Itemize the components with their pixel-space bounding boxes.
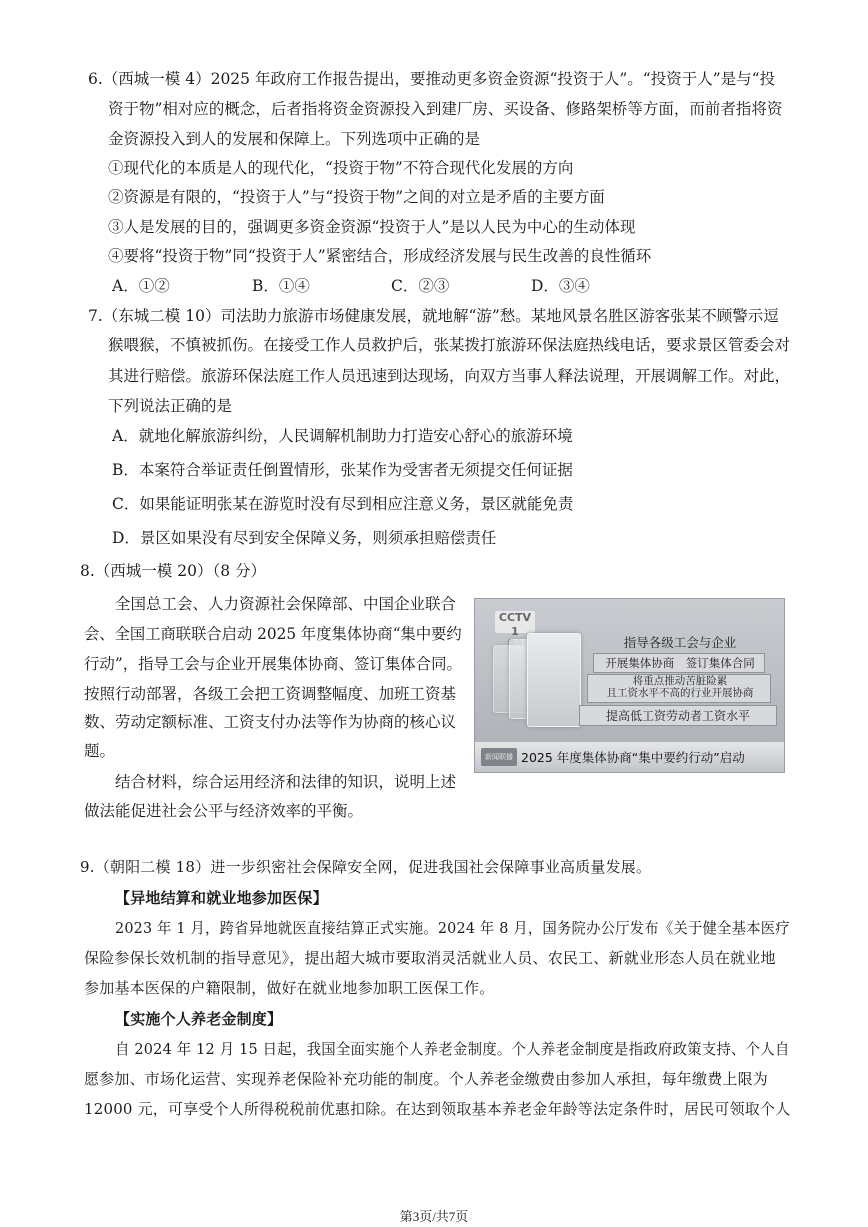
q8-line-6: 题。	[84, 742, 116, 760]
q6-statement-2: ②资源是有限的，“投资于人”与“投资于物”之间的对立是矛盾的主要方面	[108, 188, 605, 206]
news-line-1: 开展集体协商 签订集体合同	[605, 656, 755, 670]
q9-section1-line-1: 2023 年 1 月，跨省异地就医直接结算正式实施。2024 年 8 月，国务院办公厅发布《关于健全基本医疗	[115, 919, 790, 937]
q6-statement-4: ④要将“投资于物”同“投资于人”紧密结合，形成经济发展与民生改善的良性循环	[108, 247, 652, 265]
cctv-logo	[495, 611, 535, 638]
decor-card-3	[527, 633, 581, 727]
news-line-4: 提高低工资劳动者工资水平	[605, 709, 750, 723]
q7-line-2: 猴喂猴，不慎被抓伤。在接受工作人员救护后，张某拨打旅游环保法庭热线电话，要求景区管委会对	[108, 336, 791, 354]
news-line-2: 将重点推动苦脏险累	[632, 675, 728, 687]
q8-prompt-line-1: 结合材料，综合运用经济和法律的知识，说明上述	[115, 773, 457, 791]
q7-option-d: D．景区如果没有尽到安全保障义务，则须承担赔偿责任	[112, 529, 497, 547]
q8-line-2: 会、全国工商联联合启动 2025 年度集体协商“集中要约	[84, 625, 462, 643]
q7-line-1: 7.（东城二模 10）司法助力旅游市场健康发展，就地解“游”愁。某地风景名胜区游客张某不顾警示逗	[88, 307, 779, 325]
q9-section1-line-2: 保险参保长效机制的指导意见》，提出超大城市要取消灵活就业人员、农民工、新就业形态人员在就业地	[84, 949, 776, 967]
q6-option-b: B．①④	[252, 277, 310, 295]
page-footer: 第3页/共7页	[399, 1209, 469, 1224]
q6-line-3: 金资源投入到人的发展和保障上。下列选项中正确的是	[108, 130, 481, 148]
q6-statement-3: ③人是发展的目的，强调更多资金资源“投资于人”是以人民为中心的生动体现	[108, 218, 636, 236]
q8-line-4: 按照行动部署，各级工会把工资调整幅度、加班工资基	[84, 685, 457, 703]
news-line-3: 且工资水平不高的行业开展协商	[606, 687, 754, 699]
news-caption-bar	[475, 742, 784, 772]
q8-prompt-line-2: 做法能促进社会公平与经济效率的平衡。	[84, 802, 364, 820]
q8-line-5: 数、劳动定额标准、工资支付办法等作为协商的核心议	[84, 713, 457, 731]
q7-line-4: 下列说法正确的是	[108, 397, 233, 415]
cctv-logo-text: CCTV 1	[498, 611, 532, 638]
q9-header: 9.（朝阳二模 18）进一步织密社会保障安全网，促进我国社会保障事业高质量发展。	[80, 858, 652, 876]
news-caption: 2025 年度集体协商“集中要约行动”启动	[521, 750, 745, 765]
news-screenshot	[474, 598, 785, 773]
q8-line-1: 全国总工会、人力资源社会保障部、中国企业联合	[115, 595, 457, 613]
news-title: 指导各级工会与企业	[623, 635, 737, 650]
q7-line-3: 其进行赔偿。旅游环保法庭工作人员迅速到达现场，向双方当事人释法说理，开展调解工作。对此，	[108, 367, 791, 385]
news-program-icon: 新闻联播	[481, 748, 517, 766]
q9-section1-title: 【异地结算和就业地参加医保】	[115, 889, 328, 907]
q7-option-b: B．本案符合举证责任倒置情形，张某作为受害者无须提交任何证据	[112, 461, 573, 479]
q9-section2-line-2: 愿参加、市场化运营、实现养老保险补充功能的制度。个人养老金缴费由参加人承担，每年缴费上限为	[84, 1070, 769, 1088]
q9-section2-line-3: 12000 元，可享受个人所得税税前优惠扣除。在达到领取基本养老金年龄等法定条件时，居民可领取个人	[84, 1100, 791, 1118]
q9-section1-line-3: 参加基本医保的户籍限制，做好在就业地参加职工医保工作。	[84, 979, 495, 997]
q9-section2-title: 【实施个人养老金制度】	[115, 1010, 283, 1028]
q8-header: 8.（西城一模 20）（8 分）	[80, 562, 266, 580]
q7-option-c: C．如果能证明张某在游览时没有尽到相应注意义务，景区就能免责	[112, 495, 574, 513]
q6-line-2: 资于物”相对应的概念，后者指将资金资源投入到建厂房、买设备、修路架桥等方面，而前者指将资	[108, 100, 783, 118]
q6-option-a: A．①②	[112, 277, 170, 295]
q6-option-c: C．②③	[391, 277, 450, 295]
q6-option-d: D．③④	[531, 277, 590, 295]
q7-option-a: A．就地化解旅游纠纷，人民调解机制助力打造安心舒心的旅游环境	[112, 427, 573, 445]
q9-section2-line-1: 自 2024 年 12 月 15 日起，我国全面实施个人养老金制度。个人养老金制度是指政府政策支持、个人自	[115, 1040, 790, 1058]
q8-line-3: 行动”，指导工会与企业开展集体协商、签订集体合同。	[84, 655, 462, 673]
q6-line-1: 6.（西城一模 4）2025 年政府工作报告提出，要推动更多资金资源“投资于人”。“投资于人”是与“投	[88, 70, 776, 88]
q6-statement-1: ①现代化的本质是人的现代化，“投资于物”不符合现代化发展的方向	[108, 159, 574, 177]
